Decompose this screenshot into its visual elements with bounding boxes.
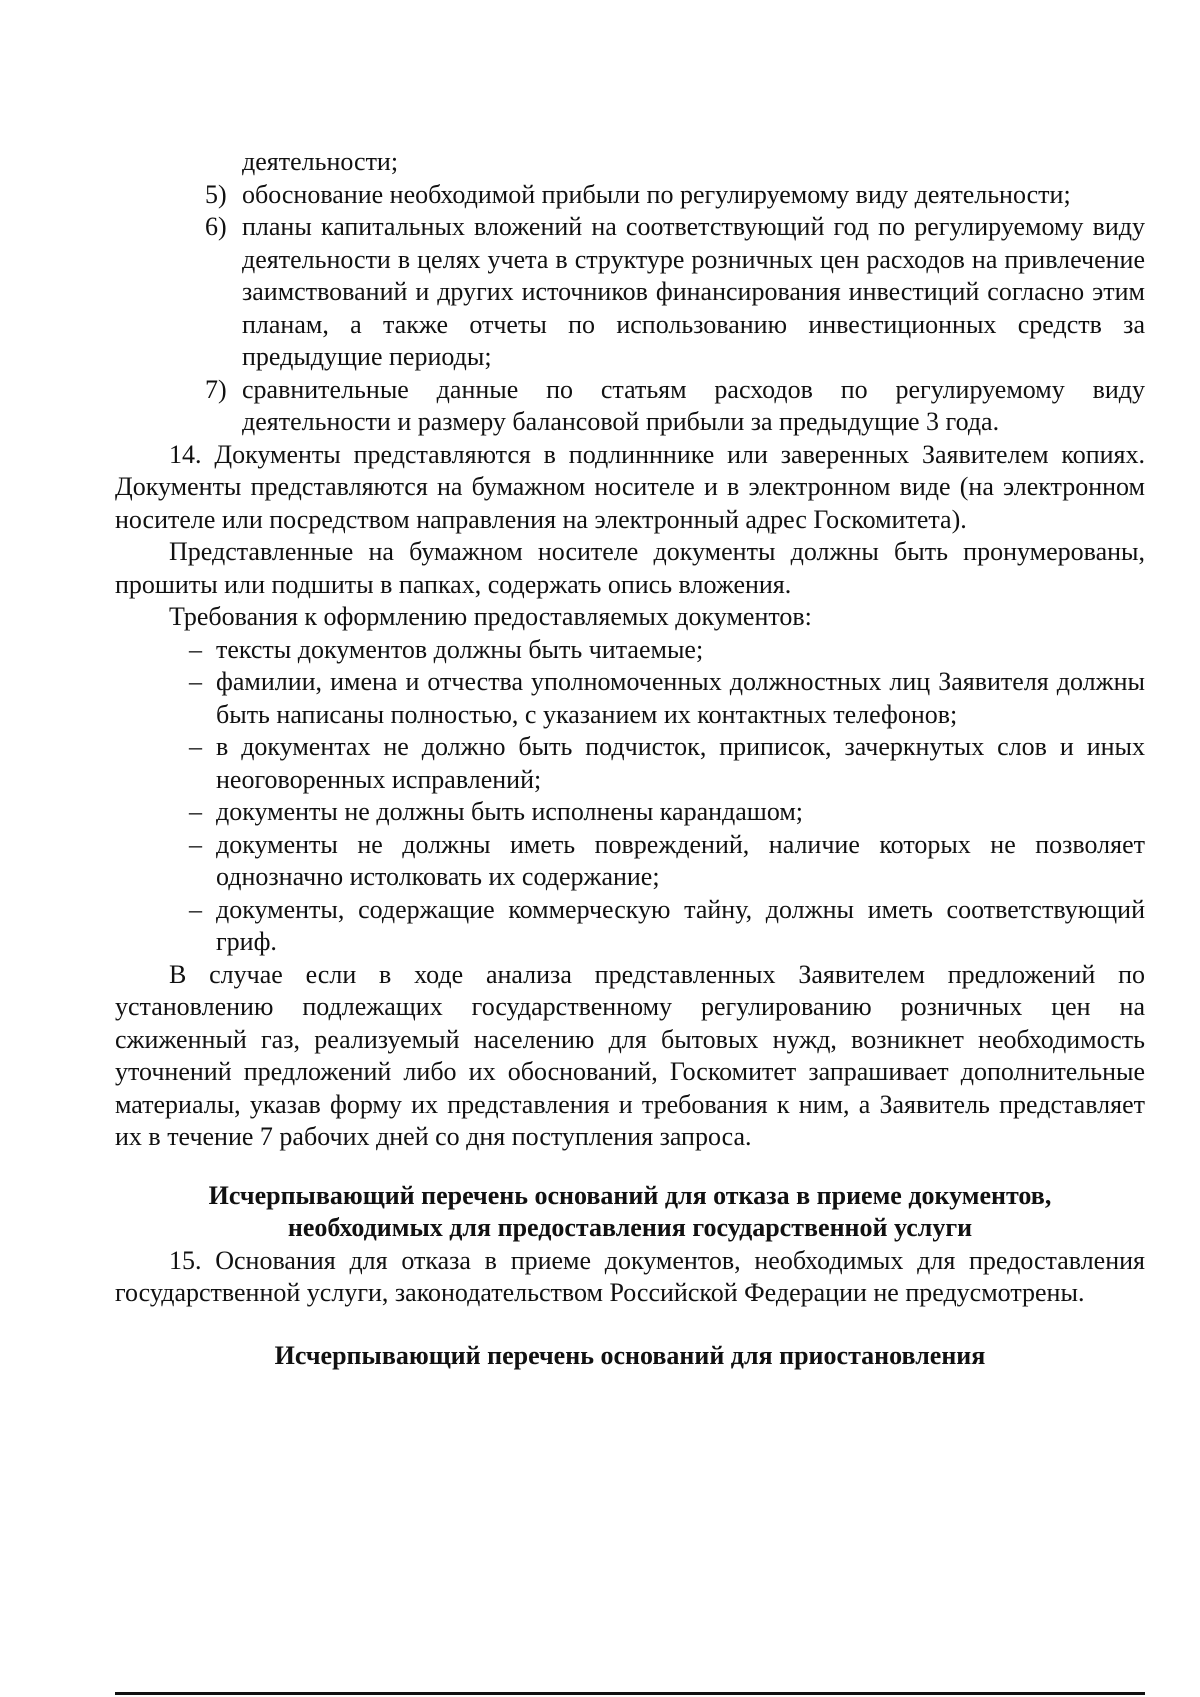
item-number: 5) (205, 179, 227, 209)
item-number: 6) (205, 212, 227, 241)
section-heading-refusal (115, 1180, 1145, 1245)
dash-marker: – (189, 829, 202, 859)
dash-marker: – (189, 894, 202, 924)
paragraph-paper-docs: Представленные на бумажном носителе документы должны быть пронумерованы, прошиты или подшиты в папках, содержать опись вложения. (115, 537, 1145, 599)
dash-item-text: тексты документов должны быть читаемые; (216, 634, 704, 664)
item-text: обоснование необходимой прибыли по регулируемому виду деятельности; (242, 179, 1071, 209)
item-text: планы капитальных вложений на соответствующий год по регулируемому виду деятельности в целях учета в структуре розничных цен расходов на привлечение заимствований и других источников финансирования инвестиций согласно этим планам, а также отчеты по использованию инвестиционных средств за предыдущие периоды; (242, 212, 1145, 371)
numbered-item-5 (115, 179, 1145, 212)
dash-item (115, 666, 1145, 731)
dash-item (115, 894, 1145, 959)
dash-item-text: в документах не должно быть подчисток, приписок, зачеркнутых слов и иных неоговоренных исправлений; (216, 732, 1145, 794)
dash-marker: – (189, 732, 202, 761)
numbered-item-6 (115, 211, 1145, 374)
section-spacer (115, 1154, 1145, 1180)
paragraph-requirements: Требования к оформлению предоставляемых документов: (169, 602, 812, 631)
dash-item (115, 796, 1145, 829)
section-spacer (115, 1310, 1145, 1340)
dash-item (115, 634, 1145, 667)
dash-item-text: фамилии, имена и отчества уполномоченных должностных лиц Заявителя должны быть написаны полностью, с указанием их контактных телефонов; (216, 667, 1145, 729)
bottom-rule (115, 1692, 1145, 1695)
heading-line: необходимых для предоставления государственной услуги (287, 1213, 973, 1242)
item-number: 7) (205, 374, 227, 404)
dash-item-text: документы не должны быть исполнены карандашом; (216, 797, 804, 826)
dash-marker: – (189, 667, 202, 696)
section-heading-suspension: Исчерпывающий перечень оснований для приостановления (274, 1340, 986, 1370)
dash-item (115, 829, 1145, 894)
dash-marker: – (189, 797, 202, 826)
document-page (115, 146, 1145, 1372)
numbered-item-7 (115, 374, 1145, 439)
item-text: сравнительные данные по статьям расходов по регулируемому виду деятельности и размеру балансовой прибыли за предыдущие 3 года. (242, 374, 1145, 436)
heading-line: Исчерпывающий перечень оснований для отказа в приеме документов, (208, 1180, 1052, 1210)
paragraph-14: 14. Документы представляются в подлинннике или заверенных Заявителем копиях. Документы представляются на бумажном носителе и в электронном виде (на электронном носителе или посредством направления на электронный адрес Госкомитета). (115, 439, 1145, 534)
paragraph-15: 15. Основания для отказа в приеме документов, необходимых для предоставления государственной услуги, законодательством Российской Федерации не предусмотрены. (115, 1245, 1145, 1307)
dash-item (115, 731, 1145, 796)
continuation-line: деятельности; (242, 147, 399, 176)
paragraph-clarification-case: В случае если в ходе анализа представленных Заявителем предложений по установлению подлежащих государственному регулированию розничных цен на сжиженный газ, реализуемый населению для бытовых нужд, возникнет необходимость уточнений предложений либо их обоснований, Госкомитет запрашивает дополнительные материалы, указав форму их представления и требования к ним, а Заявитель представляет их в течение 7 рабочих дней со дня поступления запроса. (115, 959, 1145, 1151)
dash-item-text: документы, содержащие коммерческую тайну, должны иметь соответствующий гриф. (216, 894, 1145, 956)
dash-marker: – (189, 634, 202, 664)
dash-item-text: документы не должны иметь повреждений, наличие которых не позволяет однозначно истолковать их содержание; (216, 829, 1145, 891)
